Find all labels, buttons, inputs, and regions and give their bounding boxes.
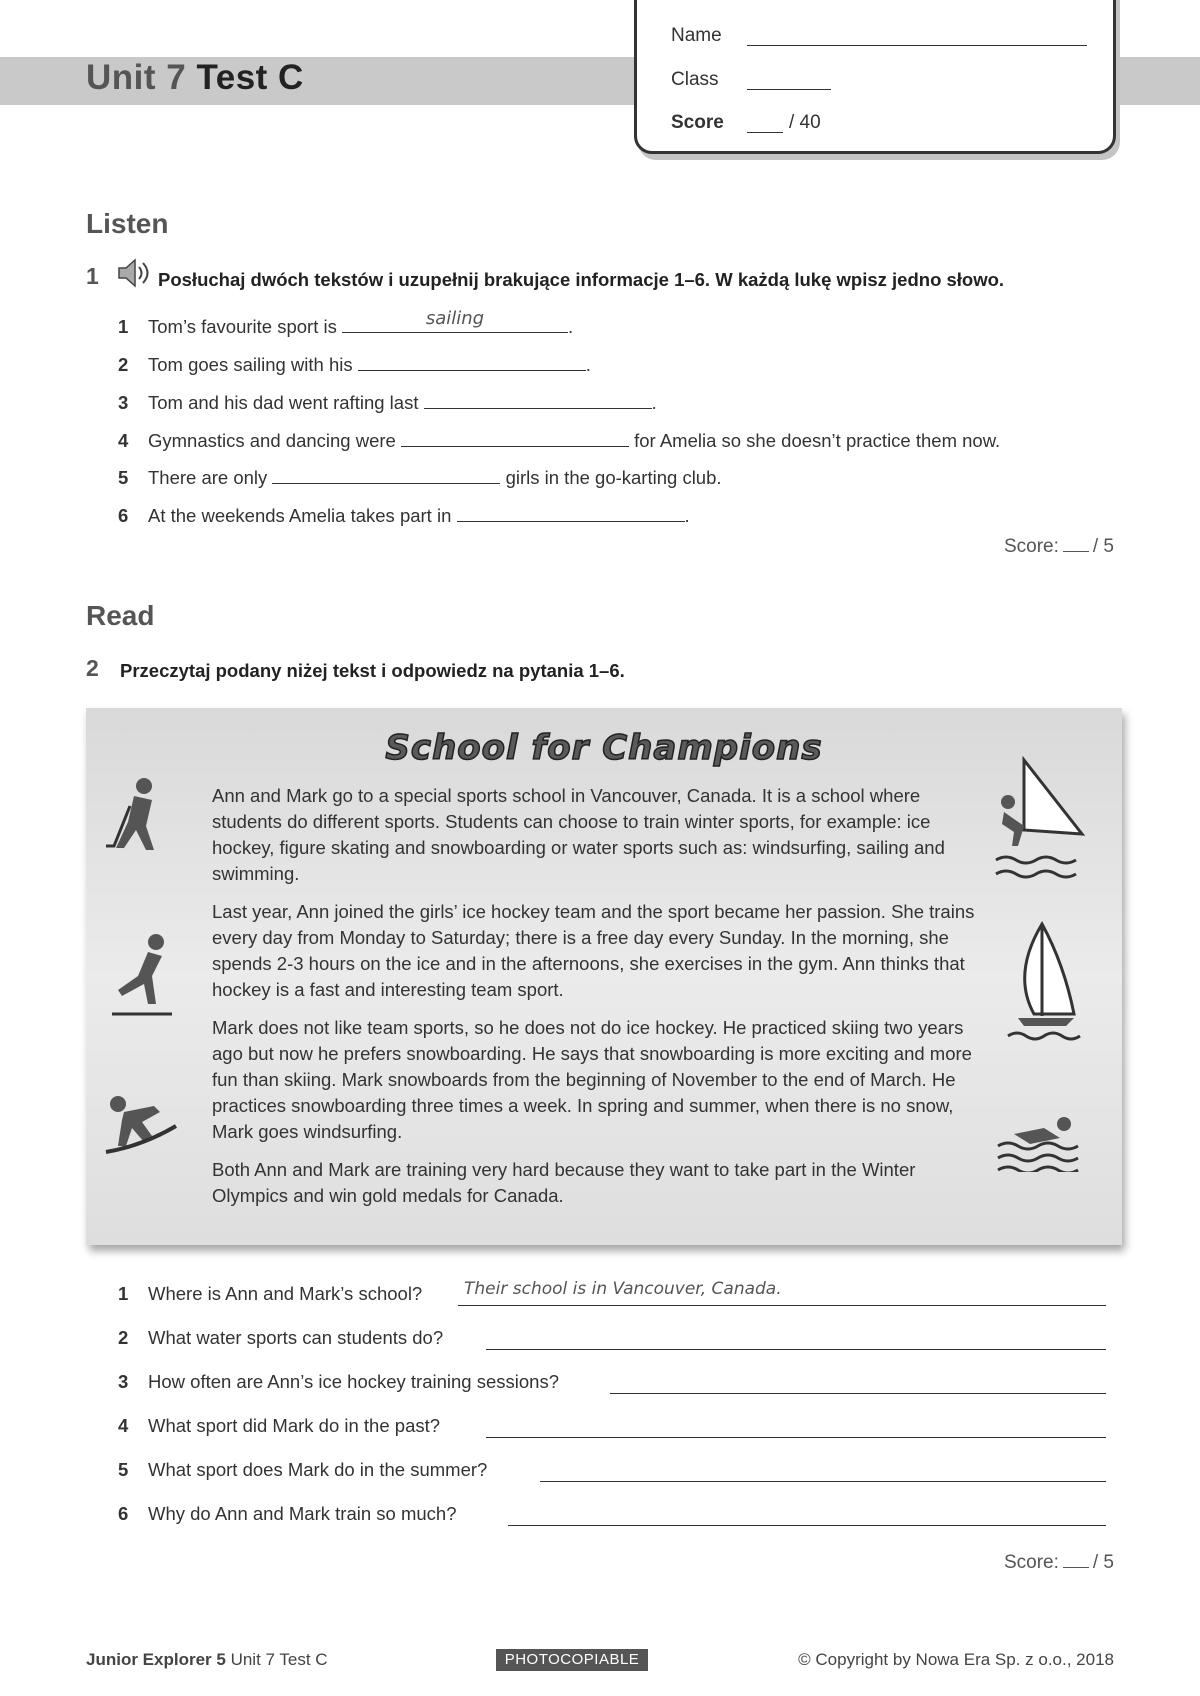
reading-paragraph: Mark does not like team sports, so he does not do ice hockey. He practiced skiing two years ago but now he prefers snowboarding. He says that snowboarding is more exciting and more fun than skiing. Mark snowboards from the beginning of November to the end of March. He practices snowboarding three times a week. In spring and summer, when there is no snow, Mark goes windsurfing. — [212, 1017, 972, 1142]
ice-skating-icon — [104, 932, 174, 1029]
footer-copyright: © Copyright by Nowa Era Sp. z o.o., 2018 — [798, 1650, 1114, 1669]
reading-paragraph: Both Ann and Mark are training very hard because they want to take part in the Winter Olympics and win gold medals for Canada. — [212, 1159, 916, 1206]
read-score: Score: / 5 — [1003, 1552, 1114, 1573]
question-item: 5 What sport does Mark do in the summer? — [118, 1459, 488, 1480]
question-item: 3 How often are Ann’s ice hockey training sessions? — [118, 1371, 560, 1392]
student-info-box — [634, 0, 1116, 154]
answer-line[interactable] — [486, 1437, 1106, 1438]
answer-line[interactable] — [458, 1305, 1106, 1306]
handwritten-answer: Their school is in Vancouver, Canada. — [464, 1279, 782, 1299]
test-label: Test C — [196, 58, 304, 97]
listen-item: 5 There are only girls in the go-karting club. — [118, 467, 722, 488]
snowboarding-icon — [104, 1092, 178, 1167]
listen-item: 4 Gymnastics and dancing were for Amelia so she doesn’t practice them now. — [118, 430, 1001, 451]
listen-item: 3 Tom and his dad went rafting last . — [118, 392, 657, 413]
question-item: 4 What sport did Mark do in the past? — [118, 1415, 441, 1436]
reading-text-panel — [86, 708, 1122, 1245]
name-label: Name — [671, 25, 722, 46]
read-heading: Read — [86, 600, 155, 631]
swimming-icon — [994, 1112, 1086, 1177]
speaker-icon[interactable] — [116, 258, 154, 293]
answer-blank[interactable] — [272, 465, 500, 484]
listen-item: 1 Tom’s favourite sport is sailing . — [118, 308, 574, 337]
class-field[interactable] — [747, 89, 831, 90]
reading-paragraph: Ann and Mark go to a special sports school in Vancouver, Canada. It is a school where students do different sports. Students can choose to train winter sports, for example: ice hockey, figure skating and snowboarding or water sports such as: windsurfing, sailing and swimming. — [212, 785, 945, 884]
answer-line[interactable] — [540, 1481, 1106, 1482]
score-field[interactable] — [747, 132, 783, 133]
exercise-2-number: 2 — [86, 655, 99, 681]
footer-book: Junior Explorer 5 Unit 7 Test C — [86, 1650, 328, 1669]
question-item: 1 Where is Ann and Mark’s school? — [118, 1283, 423, 1304]
listen-item: 2 Tom goes sailing with his . — [118, 354, 591, 375]
listen-item: 6 At the weekends Amelia takes part in . — [118, 505, 690, 526]
answer-blank[interactable] — [342, 308, 568, 333]
score-blank[interactable] — [1063, 1553, 1089, 1568]
exercise-1-instruction: Posłuchaj dwóch tekstów i uzupełnij brakujące informacje 1–6. W każdą lukę wpisz jedno słowo. — [158, 269, 1005, 290]
answer-blank[interactable] — [424, 390, 652, 409]
listen-score: Score: / 5 — [1003, 536, 1114, 557]
exercise-1-number: 1 — [86, 263, 99, 289]
ice-hockey-icon — [104, 776, 170, 867]
page-title — [86, 58, 304, 98]
exercise-2-instruction: Przeczytaj podany niżej tekst i odpowiedz na pytania 1–6. — [120, 660, 625, 681]
question-item: 6 Why do Ann and Mark train so much? — [118, 1503, 457, 1524]
answer-blank[interactable] — [401, 428, 629, 447]
score-label: Score — [671, 112, 724, 133]
question-item: 2 What water sports can students do? — [118, 1327, 444, 1348]
answer-blank[interactable] — [358, 352, 586, 371]
unit-label: Unit 7 — [86, 58, 187, 97]
name-field[interactable] — [747, 45, 1087, 46]
reading-title: School for Champions — [385, 728, 823, 768]
answer-line[interactable] — [508, 1525, 1106, 1526]
class-label: Class — [671, 69, 719, 90]
handwritten-answer: sailing — [425, 308, 485, 329]
photocopiable-badge: PHOTOCOPIABLE — [496, 1649, 648, 1671]
score-total: / 40 — [789, 112, 821, 133]
score-blank[interactable] — [1063, 537, 1089, 552]
answer-blank[interactable] — [457, 503, 685, 522]
windsurfing-icon — [990, 756, 1088, 893]
listen-heading: Listen — [86, 208, 169, 239]
answer-line[interactable] — [610, 1393, 1106, 1394]
answer-line[interactable] — [486, 1349, 1106, 1350]
sailing-icon — [1004, 920, 1084, 1055]
reading-paragraph: Last year, Ann joined the girls’ ice hockey team and the sport became her passion. She trains every day from Monday to Saturday; there is a free day every Sunday. In the morning, she spends 2-3 hours on the ice and in the afternoons, she exercises in the gym. Ann thinks that hockey is a fast and interesting team sport. — [212, 901, 975, 1000]
